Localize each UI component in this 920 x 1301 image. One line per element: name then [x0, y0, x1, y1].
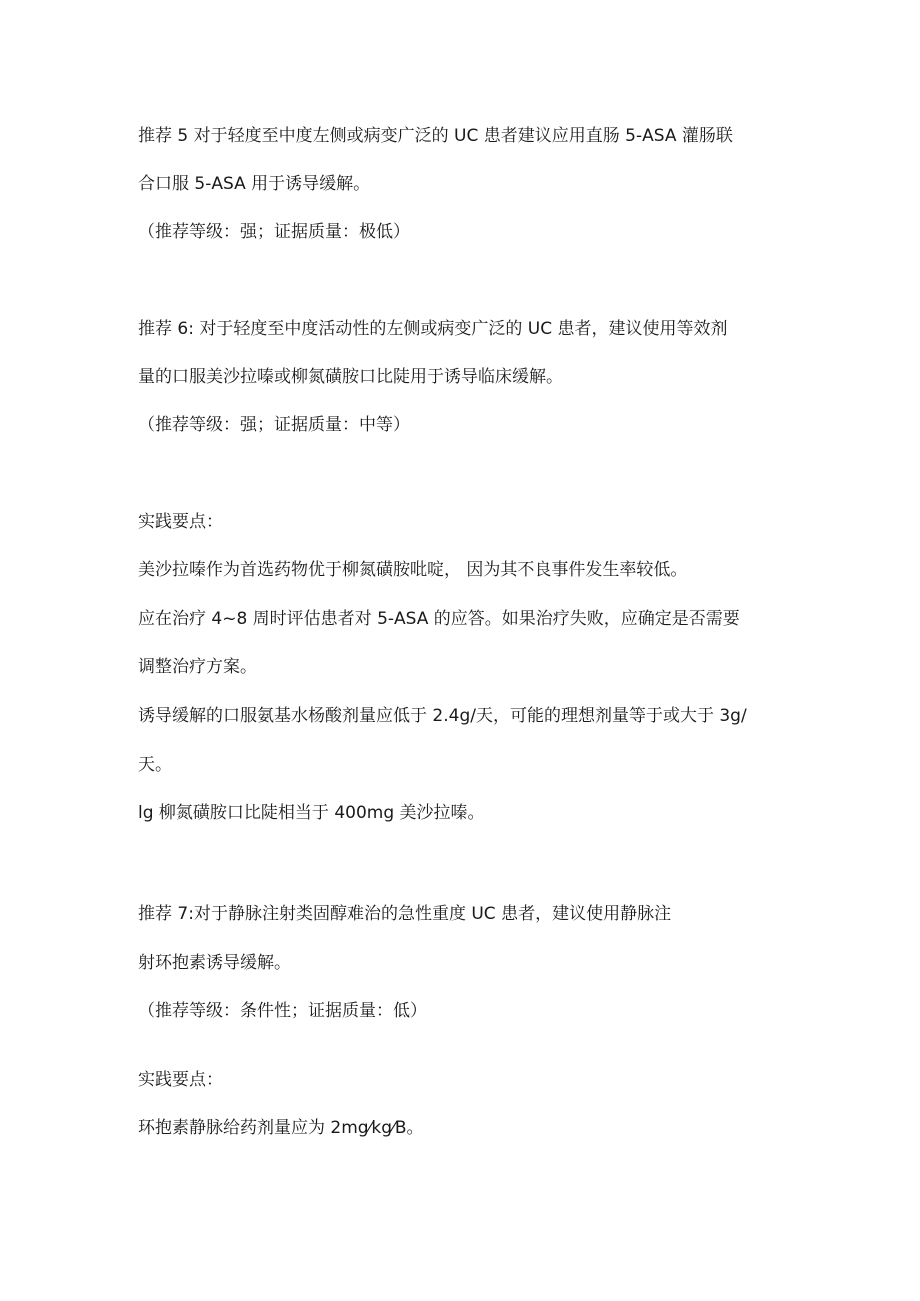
recommendation-5-grade: （推荐等级：强；证据质量：极低）: [138, 222, 410, 242]
recommendation-7-grade: （推荐等级：条件性；证据质量：低）: [138, 1001, 427, 1021]
recommendation-5-line-1: 推荐 5 对于轻度至中度左侧或病变广泛的 UC 患者建议应用直肠 5-ASA 灌肠联: [138, 126, 733, 146]
recommendation-5-line-2: 合口服 5-ASA 用于诱导缓解。: [138, 174, 371, 194]
practice-point-1: 美沙拉嗪作为首选药物优于柳氮磺胺吡啶， 因为其不良事件发生率较低。: [138, 560, 688, 580]
practice-point-3-line-1: 诱导缓解的口服氨基水杨酸剂量应低于 2.4g/天，可能的理想剂量等于或大于 3g/: [138, 706, 747, 726]
recommendation-6-line-2: 量的口服美沙拉嗪或柳氮磺胺口比陡用于诱导临床缓解。: [138, 367, 563, 387]
recommendation-6-grade: （推荐等级：强；证据质量：中等）: [138, 415, 410, 435]
practice-point-2-line-1: 应在治疗 4~8 周时评估患者对 5-ASA 的应答。如果治疗失败，应确定是否需要: [138, 609, 740, 629]
recommendation-7-line-1: 推荐 7:对于静脉注射类固醇难治的急性重度 UC 患者，建议使用静脉注: [138, 904, 672, 924]
practice-point-4: lg 柳氮磺胺口比陡相当于 400mg 美沙拉嗪。: [138, 803, 485, 823]
practice-point-cyclosporine-dose: 环抱素静脉给药剂量应为 2mg⁄kg⁄B。: [138, 1118, 424, 1138]
practice-point-3-line-2: 天。: [138, 755, 172, 775]
practice-points-heading-2: 实践要点：: [138, 1070, 223, 1090]
practice-points-heading: 实践要点：: [138, 512, 223, 532]
recommendation-6-line-1: 推荐 6: 对于轻度至中度活动性的左侧或病变广泛的 UC 患者，建议使用等效剂: [138, 319, 728, 339]
practice-point-2-line-2: 调整治疗方案。: [138, 657, 257, 677]
recommendation-7-line-2: 射环抱素诱导缓解。: [138, 953, 291, 973]
